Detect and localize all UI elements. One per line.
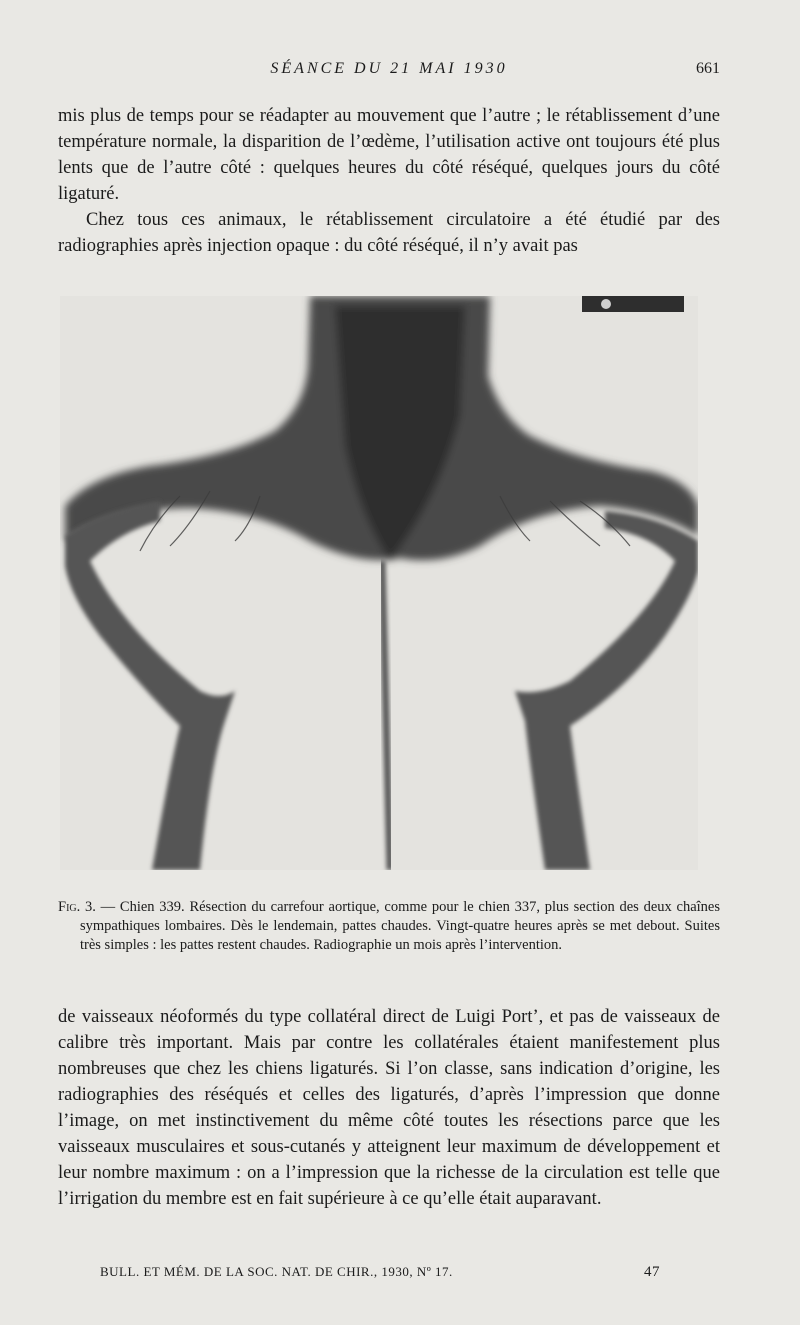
running-title: SÉANCE DU 21 MAI 1930	[270, 60, 508, 77]
film-label-tag	[582, 296, 684, 312]
paragraph-2: Chez tous ces animaux, le rétablissement circulatoire a été étudié par des radiographies après injection opaque : du côté réséqué, il n’y avait pas	[58, 210, 720, 256]
figure-caption-text: — Chien 339. Résection du carrefour aortique, comme pour le chien 337, plus section des deux chaînes sympathiques lombaires. Dès le lendemain, pattes chaudes. Vingt-quatre heures après se met debout. Suites très simples : les pattes restent chaudes. Radiographie un mois après l’intervention.	[80, 899, 720, 953]
page-number: 661	[696, 60, 720, 77]
paragraph-3: de vaisseaux néoformés du type collatéral direct de Luigi Port’, et pas de vaisseaux de calibre très important. Mais par contre les collatérales étaient manifestement plus nombreuses que chez les chiens ligaturés. Si l’on classe, sans indication d’origine, les radiographies des réséqués et celles des ligaturés, d’après l’impression que donne l’image, on met instinctivement du même côté toutes les résections parce que les vaisseaux musculaires et sous-cutanés y atteignent leur maximum de développement et leur nombre maximum : on a l’impression que la richesse de la circulation est telle que l’irrigation du membre est en fait supérieure à ce qu’elle était auparavant.	[58, 1007, 720, 1209]
radiograph-image	[60, 296, 698, 870]
page-footer	[100, 1264, 660, 1280]
paragraph-1: mis plus de temps pour se réadapter au mouvement que l’autre ; le rétablissement d’une température normale, la disparition de l’œdème, l’utilisation active ont toujours été plus lents que de l’autre côté : quelques heures du côté réséqué, quelques jours du côté ligaturé.	[58, 106, 720, 204]
journal-reference: BULL. ET MÉM. DE LA SOC. NAT. DE CHIR., 1930, Nº 17.	[100, 1264, 453, 1279]
figure-label: Fig. 3.	[58, 899, 96, 915]
signature-number: 47	[644, 1264, 660, 1280]
radiograph-figure	[60, 296, 698, 870]
figure-caption	[58, 898, 720, 955]
running-header	[58, 60, 720, 84]
